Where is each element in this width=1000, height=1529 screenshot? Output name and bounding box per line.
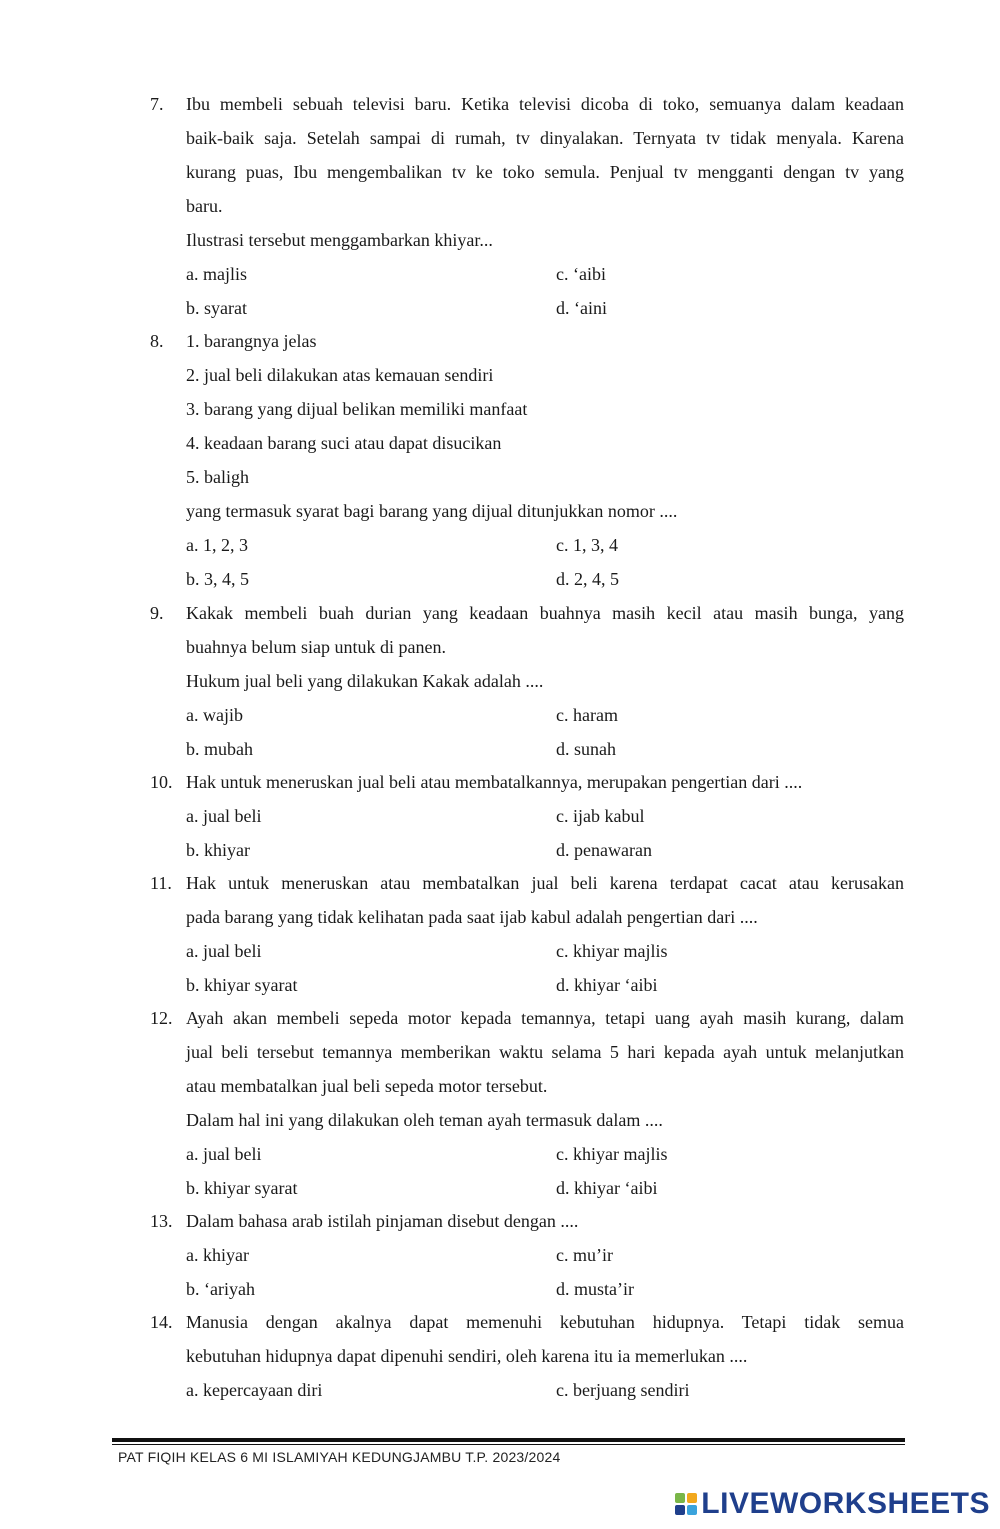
option-b[interactable]: b. syarat xyxy=(186,298,247,318)
option-a[interactable]: a. khiyar xyxy=(186,1245,249,1265)
option-d[interactable]: d. sunah xyxy=(556,739,616,759)
option-a[interactable]: a. jual beli xyxy=(186,806,262,826)
list-item: 4. keadaan barang suci atau dapat disucikan xyxy=(186,433,502,453)
question-number: 7. xyxy=(150,94,164,114)
option-a[interactable]: a. jual beli xyxy=(186,1144,262,1164)
liveworksheets-brand[interactable] xyxy=(675,1486,990,1522)
question-number: 12. xyxy=(150,1008,173,1028)
question-number: 13. xyxy=(150,1211,173,1231)
option-d[interactable]: d. penawaran xyxy=(556,840,652,860)
question-text-line: Manusia dengan akalnya dapat memenuhi kebutuhan hidupnya. Tetapi tidak semua xyxy=(186,1312,904,1332)
question-text-line: baik-baik saja. Setelah sampai di rumah, tv dinyalakan. Ternyata tv tidak menyala. Karena xyxy=(186,128,904,148)
question-text-line: Kakak membeli buah durian yang keadaan buahnya masih kecil atau masih bunga, yang xyxy=(186,603,904,623)
option-c[interactable]: c. khiyar majlis xyxy=(556,1144,668,1164)
option-d[interactable]: d. khiyar ‘aibi xyxy=(556,1178,658,1198)
option-b[interactable]: b. ‘ariyah xyxy=(186,1279,255,1299)
question-text-line: Ibu membeli sebuah televisi baru. Ketika televisi dicoba di toko, semuanya dalam keadaan xyxy=(186,94,904,114)
question-number: 10. xyxy=(150,772,173,792)
option-b[interactable]: b. 3, 4, 5 xyxy=(186,569,249,589)
question-text-line: kurang puas, Ibu mengembalikan tv ke toko semula. Penjual tv mengganti dengan tv yang xyxy=(186,162,904,182)
option-c[interactable]: c. khiyar majlis xyxy=(556,941,668,961)
footer-text: PAT FIQIH KELAS 6 MI ISLAMIYAH KEDUNGJAMBU T.P. 2023/2024 xyxy=(118,1449,561,1465)
option-c[interactable]: c. berjuang sendiri xyxy=(556,1380,690,1400)
option-b[interactable]: b. khiyar xyxy=(186,840,250,860)
question-text-line: Ayah akan membeli sepeda motor kepada temannya, tetapi uang ayah masih kurang, dalam xyxy=(186,1008,904,1028)
option-c[interactable]: c. ‘aibi xyxy=(556,264,606,284)
option-d[interactable]: d. 2, 4, 5 xyxy=(556,569,619,589)
option-c[interactable]: c. haram xyxy=(556,705,618,725)
list-item: 1. barangnya jelas xyxy=(186,331,317,351)
question-text-line: Hak untuk meneruskan jual beli atau membatalkannya, merupakan pengertian dari .... xyxy=(186,772,803,792)
question-prompt: Hukum jual beli yang dilakukan Kakak adalah .... xyxy=(186,671,544,691)
list-item: 2. jual beli dilakukan atas kemauan sendiri xyxy=(186,365,494,385)
list-item: 5. baligh xyxy=(186,467,249,487)
option-d[interactable]: d. khiyar ‘aibi xyxy=(556,975,658,995)
option-b[interactable]: b. mubah xyxy=(186,739,253,759)
question-prompt: Ilustrasi tersebut menggambarkan khiyar... xyxy=(186,230,493,250)
question-text-line: Hak untuk meneruskan atau membatalkan jual beli karena terdapat cacat atau kerusakan xyxy=(186,873,904,893)
option-a[interactable]: a. jual beli xyxy=(186,941,262,961)
question-prompt: Dalam hal ini yang dilakukan oleh teman ayah termasuk dalam .... xyxy=(186,1110,663,1130)
question-number: 8. xyxy=(150,331,164,351)
list-item: 3. barang yang dijual belikan memiliki manfaat xyxy=(186,399,528,419)
question-text-line: jual beli tersebut temannya memberikan waktu selama 5 hari kepada ayah untuk melanjutkan xyxy=(186,1042,904,1062)
option-c[interactable]: c. ijab kabul xyxy=(556,806,645,826)
option-b[interactable]: b. khiyar syarat xyxy=(186,975,298,995)
question-text-line: buahnya belum siap untuk di panen. xyxy=(186,637,446,657)
question-number: 11. xyxy=(150,873,172,893)
question-text-line: pada barang yang tidak kelihatan pada saat ijab kabul adalah pengertian dari .... xyxy=(186,907,758,927)
question-text-line: baru. xyxy=(186,196,223,216)
option-b[interactable]: b. khiyar syarat xyxy=(186,1178,298,1198)
option-a[interactable]: a. majlis xyxy=(186,264,247,284)
option-d[interactable]: d. musta’ir xyxy=(556,1279,634,1299)
option-a[interactable]: a. 1, 2, 3 xyxy=(186,535,248,555)
question-prompt: yang termasuk syarat bagi barang yang dijual ditunjukkan nomor .... xyxy=(186,501,678,521)
question-text-line: Dalam bahasa arab istilah pinjaman disebut dengan .... xyxy=(186,1211,579,1231)
liveworksheets-logo-icon xyxy=(675,1493,697,1515)
footer-rule-thick xyxy=(112,1438,905,1442)
option-d[interactable]: d. ‘aini xyxy=(556,298,607,318)
question-number: 9. xyxy=(150,603,164,623)
option-c[interactable]: c. 1, 3, 4 xyxy=(556,535,618,555)
option-c[interactable]: c. mu’ir xyxy=(556,1245,613,1265)
question-number: 14. xyxy=(150,1312,173,1332)
question-text-line: atau membatalkan jual beli sepeda motor tersebut. xyxy=(186,1076,548,1096)
question-text-line: kebutuhan hidupnya dapat dipenuhi sendiri, oleh karena itu ia memerlukan .... xyxy=(186,1346,748,1366)
option-a[interactable]: a. wajib xyxy=(186,705,243,725)
brand-name: LIVEWORKSHEETS xyxy=(701,1487,990,1520)
option-a[interactable]: a. kepercayaan diri xyxy=(186,1380,323,1400)
footer-rule-thin xyxy=(112,1444,905,1445)
